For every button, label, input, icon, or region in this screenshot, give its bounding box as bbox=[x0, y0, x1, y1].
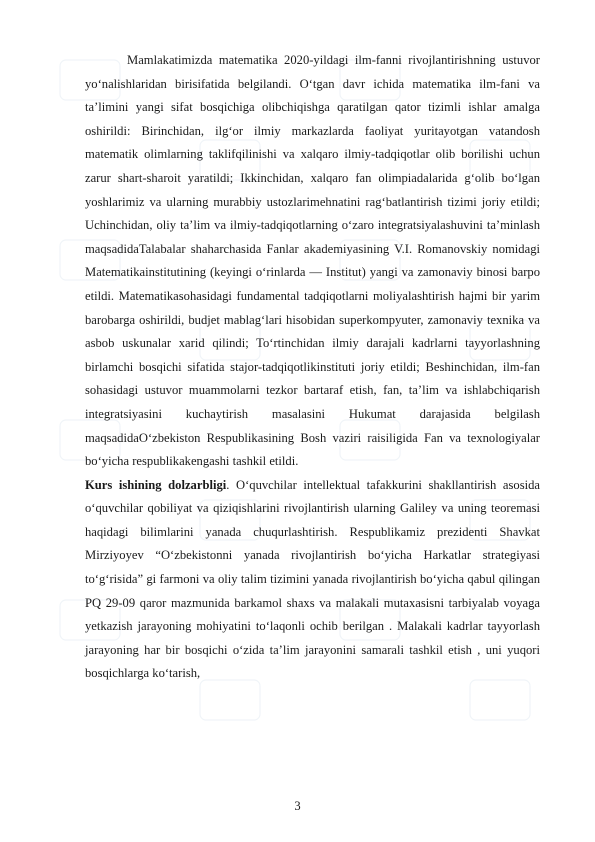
relevance-heading: Kurs ishining dolzarbligi bbox=[85, 477, 227, 492]
body-text bbox=[85, 49, 540, 686]
paragraph-intro-text: Mamlakatimizda matematika 2020-yildagi ilm-fanni rivojlantirishning ustuvor yo‘nalishlaridan birisifatida belgilandi. O‘tgan davr ichida matematika ilm-fani va ta’limini yangi sifat bosqichiga olibchiqishga qaratilgan qator tizimli ishlar amalga oshirildi: Birinchidan, ilg‘or ilmiy markazlarda faoliyat yuritayotgan vatandosh matematik olimlarning taklifqilinishi va xalqaro ilmiy-tadqiqotlar olib borilishi uchun zarur shart-sharoit yaratildi; Ikkinchidan, xalqaro fan olimpiadalarida g‘olib bo‘lgan yoshlarimiz va ularning murabbiy ustozlarimehnatini rag‘batlantirish tizimi joriy etildi; Uchinchidan, oliy ta’lim va ilmiy-tadqiqotlarning o‘zaro integratsiyalashuvini ta’minlash maqsadidaTalabalar shaharchasida Fanlar akademiyasining V.I. Romanovskiy nomidagi Matematikainstitutining (keyingi o‘rinlarda — Institut) yangi va zamonaviy binosi barpo etildi. Matematikasohasidagi fundamental tadqiqotlarni moliyalashtirish hajmi bir yarim barobarga oshirildi, budjet mablag‘lari hisobidan superkompyuter, zamonaviy texnika va asbob uskunalar xarid qilindi; To‘rtinchidan ilmiy darajali kadrlarni tayyorlashning birlamchi bosqichi sifatida stajor-tadqiqotlikinstituti joriy etildi; Beshinchidan, ilm-fan sohasidagi ustuvor muammolarni tezkor bartaraf etish, fan, ta’lim va ishlabchiqarish integratsiyasini kuchaytirish masalasini Hukumat darajasida belgilash maqsadidaO‘zbekiston Respublikasining Bosh vaziri raisiligida Fan va texnologiyalar bo‘yicha respublikakengashi tashkil etildi. bbox=[85, 53, 540, 469]
paragraph-relevance bbox=[85, 474, 540, 686]
page-number: 3 bbox=[294, 799, 301, 813]
paragraph-relevance-text: . O‘quvchilar intellektual tafakkurini shakllantirish asosida o‘quvchilar qobiliyat va qiziqishlarini rivojlantirish ularning Galiley va uning teoremasi haqidagi bilimlarini yanada chuqurlashtirish. Respublikamiz prezidenti Shavkat Mirziyoyev “O‘zbekistonni yanada rivojlantirish bo‘yicha Harkatlar strategiyasi to‘g‘risida” gi farmoni va oliy talim tizimini yanada rivojlantirish bo‘yicha qabul qilingan PQ 29-09 qaror mazmunida barkamol shaxs va malakali mutaxasisni tarbiyalab voyaga yetkazish jarayoning mohiyatini to‘laqonli ochib berilgan . Malakali kadrlar tayyorlash jarayoning har bir bosqichi o‘zida ta’lim jarayonini samarali tashkil etish , uni yuqori bosqichlarga ko‘tarish, bbox=[85, 477, 541, 681]
paragraph-intro bbox=[85, 49, 540, 474]
